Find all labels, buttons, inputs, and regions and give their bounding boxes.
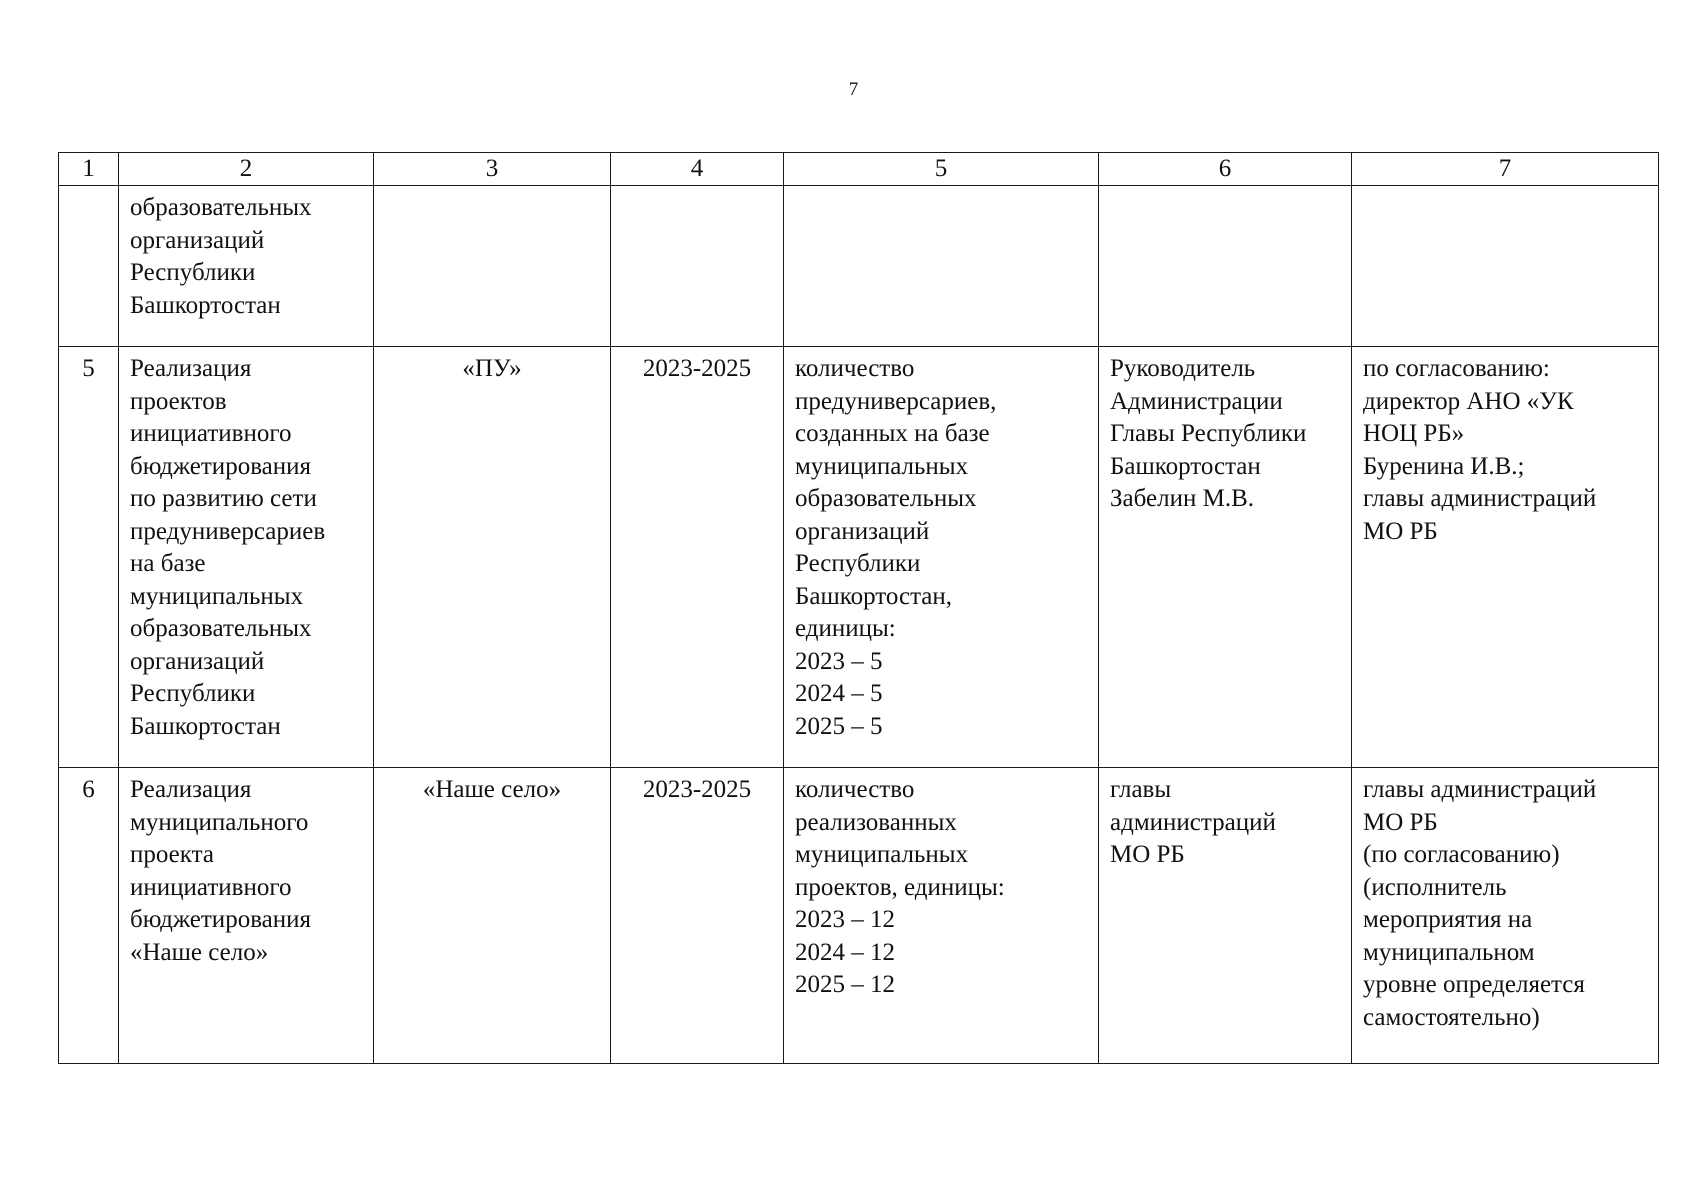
column-header: 6 — [1099, 153, 1352, 186]
column-header: 2 — [119, 153, 374, 186]
column-header: 4 — [611, 153, 784, 186]
row-number: 5 — [59, 347, 119, 768]
implementation-period — [611, 186, 784, 347]
project-code — [374, 186, 611, 347]
implementation-period: 2023-2025 — [611, 347, 784, 768]
page-number: 7 — [848, 79, 859, 100]
column-header: 5 — [784, 153, 1099, 186]
responsible: главы администраций МО РБ — [1099, 768, 1352, 1064]
implementation-period: 2023-2025 — [611, 768, 784, 1064]
column-header: 3 — [374, 153, 611, 186]
measures-table — [58, 152, 1659, 1064]
co-executors — [1352, 186, 1659, 347]
project-code: «ПУ» — [374, 347, 611, 768]
row-number: 6 — [59, 768, 119, 1064]
indicator: количество предуниверсариев, созданных на базе муниципальных образовательных организаций Республики Башкортостан, единицы: 2023 – 5 2024 – 5 2025 – 5 — [784, 347, 1099, 768]
column-header: 7 — [1352, 153, 1659, 186]
measure-name: образовательных организаций Республики Башкортостан — [119, 186, 374, 347]
table-row — [59, 186, 1659, 347]
co-executors: главы администраций МО РБ (по согласованию) (исполнитель мероприятия на муниципальном уровне определяется самостоятельно) — [1352, 768, 1659, 1064]
co-executors: по согласованию: директор АНО «УК НОЦ РБ» Буренина И.В.; главы администраций МО РБ — [1352, 347, 1659, 768]
table-row — [59, 347, 1659, 768]
table-row — [59, 768, 1659, 1064]
responsible: Руководитель Администрации Главы Республики Башкортостан Забелин М.В. — [1099, 347, 1352, 768]
column-header: 1 — [59, 153, 119, 186]
indicator — [784, 186, 1099, 347]
indicator: количество реализованных муниципальных проектов, единицы: 2023 – 12 2024 – 12 2025 – 12 — [784, 768, 1099, 1064]
project-code: «Наше село» — [374, 768, 611, 1064]
row-number — [59, 186, 119, 347]
measure-name: Реализация муниципального проекта инициативного бюджетирования «Наше село» — [119, 768, 374, 1064]
responsible — [1099, 186, 1352, 347]
table-header-row — [59, 153, 1659, 186]
measure-name: Реализация проектов инициативного бюджетирования по развитию сети предуниверсариев на базе муниципальных образовательных организаций Республики Башкортостан — [119, 347, 374, 768]
